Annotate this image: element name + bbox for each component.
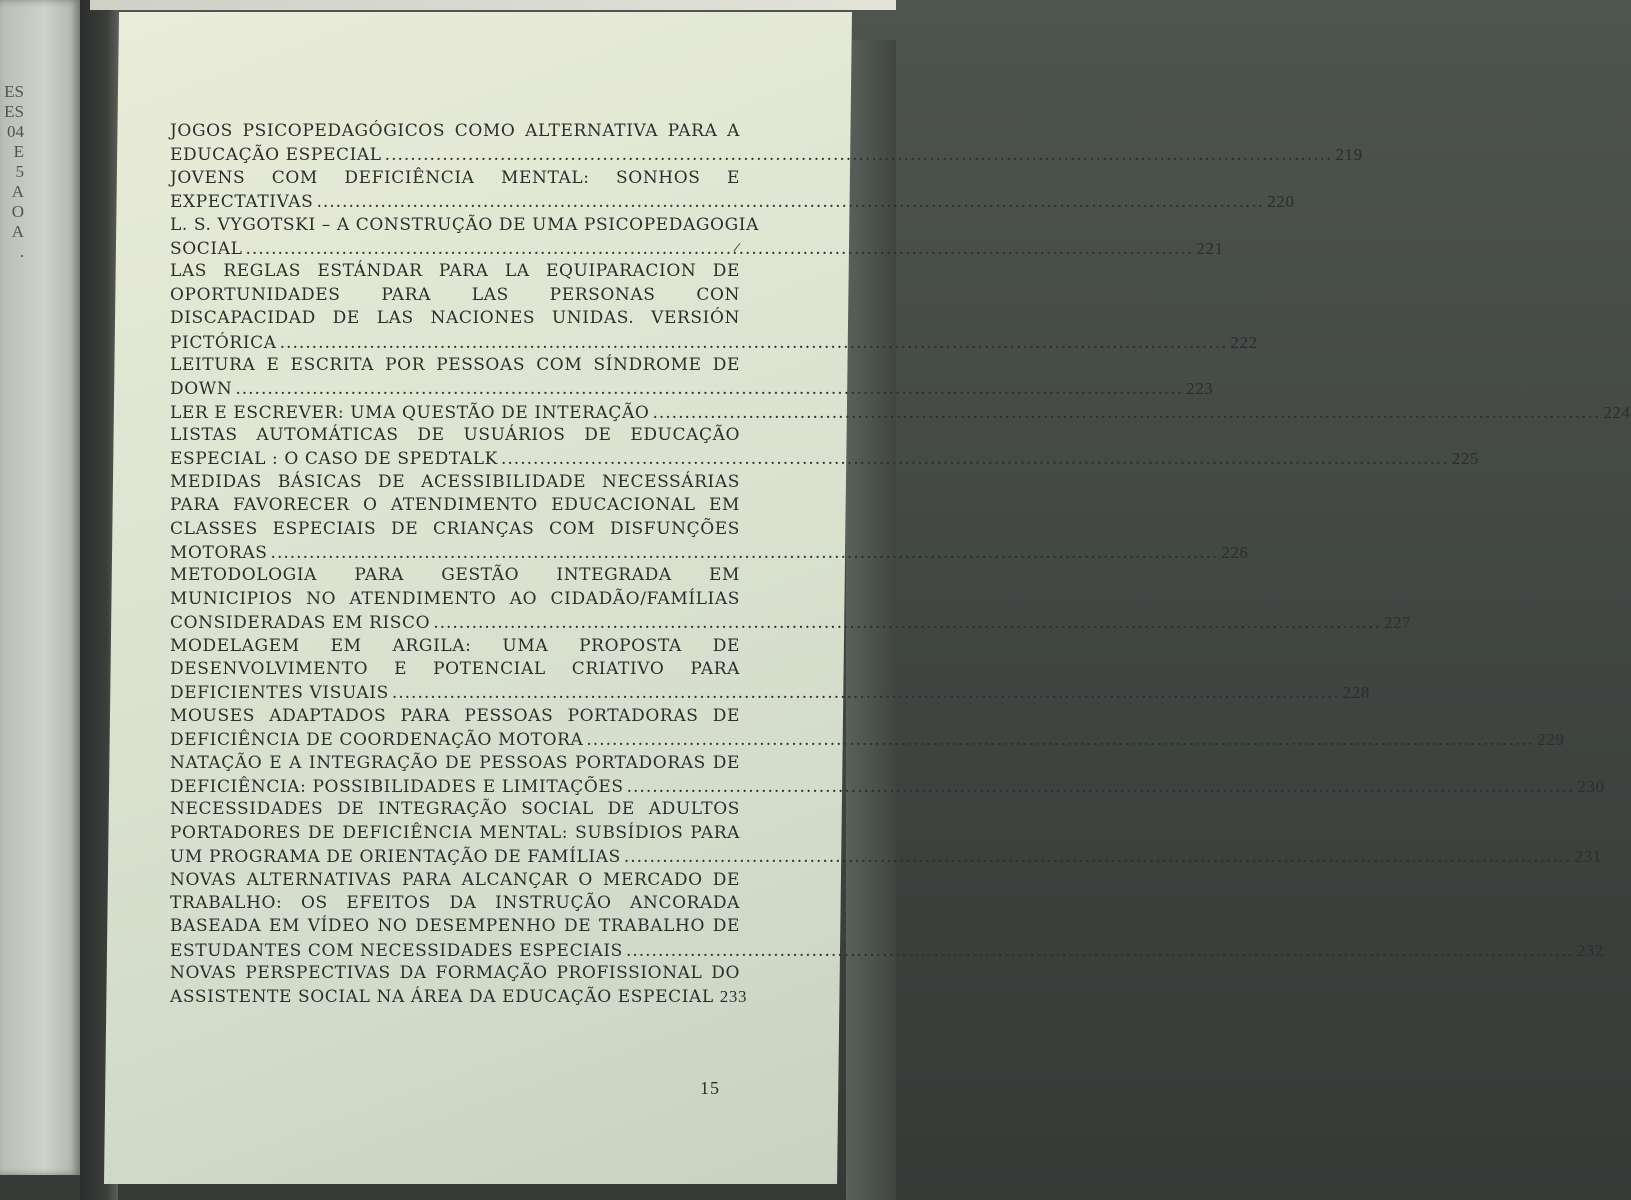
toc-entry — [170, 167, 1295, 214]
toc-entry-page-number: 232 — [1576, 940, 1605, 960]
toc-entry-title-line: TRABALHO: OS EFEITOS DA INSTRUÇÃO ANCORADA — [170, 892, 740, 913]
toc-entry-title-line: MODELAGEM EM ARGILA: UMA PROPOSTA DE — [170, 635, 740, 656]
toc-entry-last-line — [170, 681, 1370, 704]
toc-entry-page-number: 222 — [1230, 332, 1258, 352]
dot-leader — [245, 238, 1193, 261]
toc-entry-last-line — [170, 939, 1605, 962]
toc-entry-title-end: DEFICIÊNCIA: POSSIBILIDADES E LIMITAÇÕES — [170, 776, 624, 797]
toc-entry-title-line: CLASSES ESPECIAIS DE CRIANÇAS COM DISFUNÇÕES — [170, 518, 740, 539]
background-book — [0, 0, 80, 1175]
toc-entry-page-number: 228 — [1342, 683, 1370, 703]
toc-entry-title-line: MOUSES ADAPTADOS PARA PESSOAS PORTADORAS DE — [170, 705, 740, 726]
dot-leader — [392, 682, 1340, 705]
toc-entry-last-line — [170, 775, 1605, 798]
toc-entry-last-line — [170, 447, 1480, 470]
toc-entry-page-number: 231 — [1574, 847, 1602, 867]
toc-entry-title-line: DISCAPACIDAD DE LAS NACIONES UNIDAS. VERSIÓN — [170, 308, 740, 329]
toc-entry-title-end: DEFICIENTES VISUAIS — [170, 683, 389, 704]
toc-entry-title-end: PICTÓRICA — [170, 332, 277, 353]
toc-entry-page-number: 220 — [1267, 192, 1295, 212]
toc-entry-page-number: 221 — [1196, 238, 1224, 258]
dot-leader — [626, 940, 1574, 963]
dot-leader — [280, 332, 1228, 355]
toc-entry-title-end: DOWN — [170, 379, 233, 400]
toc-entry-title-line: PARA FAVORECER O ATENDIMENTO EDUCACIONAL EM — [170, 495, 740, 516]
toc-entry-page-number: 224 — [1603, 402, 1631, 422]
toc-entry-last-line — [170, 143, 1363, 166]
page-number: 15 — [700, 1078, 720, 1098]
toc-entry — [170, 354, 1214, 401]
toc-entry-title-line: L. S. VYGOTSKI – A CONSTRUÇÃO DE UMA PSICOPEDAGOGIA — [170, 214, 759, 235]
toc-entry — [170, 798, 1602, 868]
toc-entry-last-line — [170, 190, 1295, 213]
toc-entry-title-line: OPORTUNIDADES PARA LAS PERSONAS CON — [170, 284, 740, 305]
table-of-contents — [170, 120, 1631, 1009]
toc-entry-title-line: NATAÇÃO E A INTEGRAÇÃO DE PESSOAS PORTADORAS DE — [170, 752, 740, 773]
toc-entry-title-end: SOCIAL — [170, 238, 243, 259]
toc-entry-last-line — [170, 845, 1602, 868]
dot-leader — [385, 144, 1333, 167]
dot-leader — [271, 542, 1219, 565]
background-book-text: ES ES 04 E 5 A O A . — [4, 82, 24, 261]
toc-entry-title-line: DESENVOLVIMENTO E POTENCIAL CRIATIVO PARA — [170, 658, 740, 679]
toc-entry-title-line: LISTAS AUTOMÁTICAS DE USUÁRIOS DE EDUCAÇÃO — [170, 425, 740, 446]
toc-entry-page-number: 225 — [1451, 449, 1480, 469]
toc-entry — [170, 752, 1605, 799]
dot-leader — [316, 191, 1264, 214]
toc-entry — [170, 471, 1249, 565]
toc-entry-last-line — [170, 401, 1631, 424]
toc-entry-title-end: DEFICIÊNCIA DE COORDENAÇÃO MOTORA — [170, 730, 584, 751]
toc-entry-page-number: 230 — [1577, 776, 1605, 796]
toc-entry-last-line — [170, 541, 1249, 564]
dot-leader — [624, 846, 1572, 869]
toc-entry-page-number: 219 — [1335, 145, 1363, 165]
toc-entry-title-line: JOVENS COM DEFICIÊNCIA MENTAL: SONHOS E — [170, 167, 740, 188]
toc-entry — [170, 120, 1363, 167]
toc-entry — [170, 869, 1605, 963]
top-book-edge — [90, 0, 896, 10]
toc-entry-last-line — [170, 237, 1224, 260]
toc-entry-last-line — [170, 985, 748, 1008]
toc-entry-last-line — [170, 377, 1214, 400]
toc-entry-title-line: JOGOS PSICOPEDAGÓGICOS COMO ALTERNATIVA PARA A — [170, 121, 740, 141]
dot-leader — [627, 776, 1575, 799]
toc-entry-page-number: 229 — [1537, 730, 1565, 750]
toc-entry-title-line: MUNICIPIOS NO ATENDIMENTO AO CIDADÃO/FAMÍLIAS — [170, 588, 740, 609]
toc-entry-title-line: PORTADORES DE DEFICIÊNCIA MENTAL: SUBSÍDIOS PARA — [170, 822, 740, 843]
toc-entry-last-line — [170, 611, 1412, 634]
toc-entry-title-end: ASSISTENTE SOCIAL NA ÁREA DA EDUCAÇÃO ESPECIAL — [170, 987, 714, 1008]
pencil-mark: / — [732, 239, 742, 255]
toc-entry — [170, 424, 1480, 471]
toc-entry-title-line: NECESSIDADES DE INTEGRAÇÃO SOCIAL DE ADULTOS — [170, 799, 740, 820]
toc-entry-title-end: MOTORAS — [170, 543, 268, 564]
dot-leader — [433, 612, 1381, 635]
toc-entry-title-line: MEDIDAS BÁSICAS DE ACESSIBILIDADE NECESSÁRIAS — [170, 471, 740, 492]
toc-entry — [170, 705, 1565, 752]
toc-entry-title-line: LEITURA E ESCRITA POR PESSOAS COM SÍNDROME DE — [170, 354, 740, 375]
toc-entry-page-number: 233 — [719, 987, 748, 1007]
toc-entry-title-end: ESTUDANTES COM NECESSIDADES ESPECIAIS — [170, 940, 623, 961]
toc-entry — [170, 635, 1370, 705]
dot-leader — [652, 402, 1600, 425]
toc-entry — [170, 214, 1224, 261]
toc-entry-last-line — [170, 728, 1565, 751]
toc-entry-title-line: METODOLOGIA PARA GESTÃO INTEGRADA EM — [170, 565, 740, 586]
toc-entry-title-end: CONSIDERADAS EM RISCO — [170, 613, 431, 634]
toc-entry-title-line: LAS REGLAS ESTÁNDAR PARA LA EQUIPARACION DE — [170, 261, 740, 282]
toc-entry-title-line: NOVAS ALTERNATIVAS PARA ALCANÇAR O MERCADO DE — [170, 869, 740, 890]
toc-entry-page-number: 223 — [1186, 379, 1214, 399]
toc-entry-title-line: BASEADA EM VÍDEO NO DESEMPENHO DE TRABALHO DE — [170, 916, 740, 937]
toc-entry-last-line — [170, 331, 1258, 354]
toc-entry-page-number: 226 — [1221, 543, 1249, 563]
toc-entry — [170, 260, 1258, 354]
toc-entry — [170, 564, 1412, 634]
toc-entry-title-end: ESPECIAL : O CASO DE SPEDTALK — [170, 449, 498, 470]
toc-entry-title-end: LER E ESCREVER: UMA QUESTÃO DE INTERAÇÃO — [170, 402, 650, 423]
toc-entry-title-end: EDUCAÇÃO ESPECIAL — [170, 145, 382, 166]
toc-entry-page-number: 227 — [1383, 613, 1412, 633]
toc-entry-title-end: EXPECTATIVAS — [170, 192, 314, 213]
toc-entry — [170, 962, 748, 1009]
toc-entry-title-line: NOVAS PERSPECTIVAS DA FORMAÇÃO PROFISSIONAL DO — [170, 963, 740, 984]
toc-entry — [170, 401, 1631, 424]
toc-entry-title-end: UM PROGRAMA DE ORIENTAÇÃO DE FAMÍLIAS — [170, 847, 621, 868]
dot-leader — [501, 448, 1449, 471]
dot-leader — [235, 378, 1183, 401]
dot-leader — [586, 729, 1534, 752]
